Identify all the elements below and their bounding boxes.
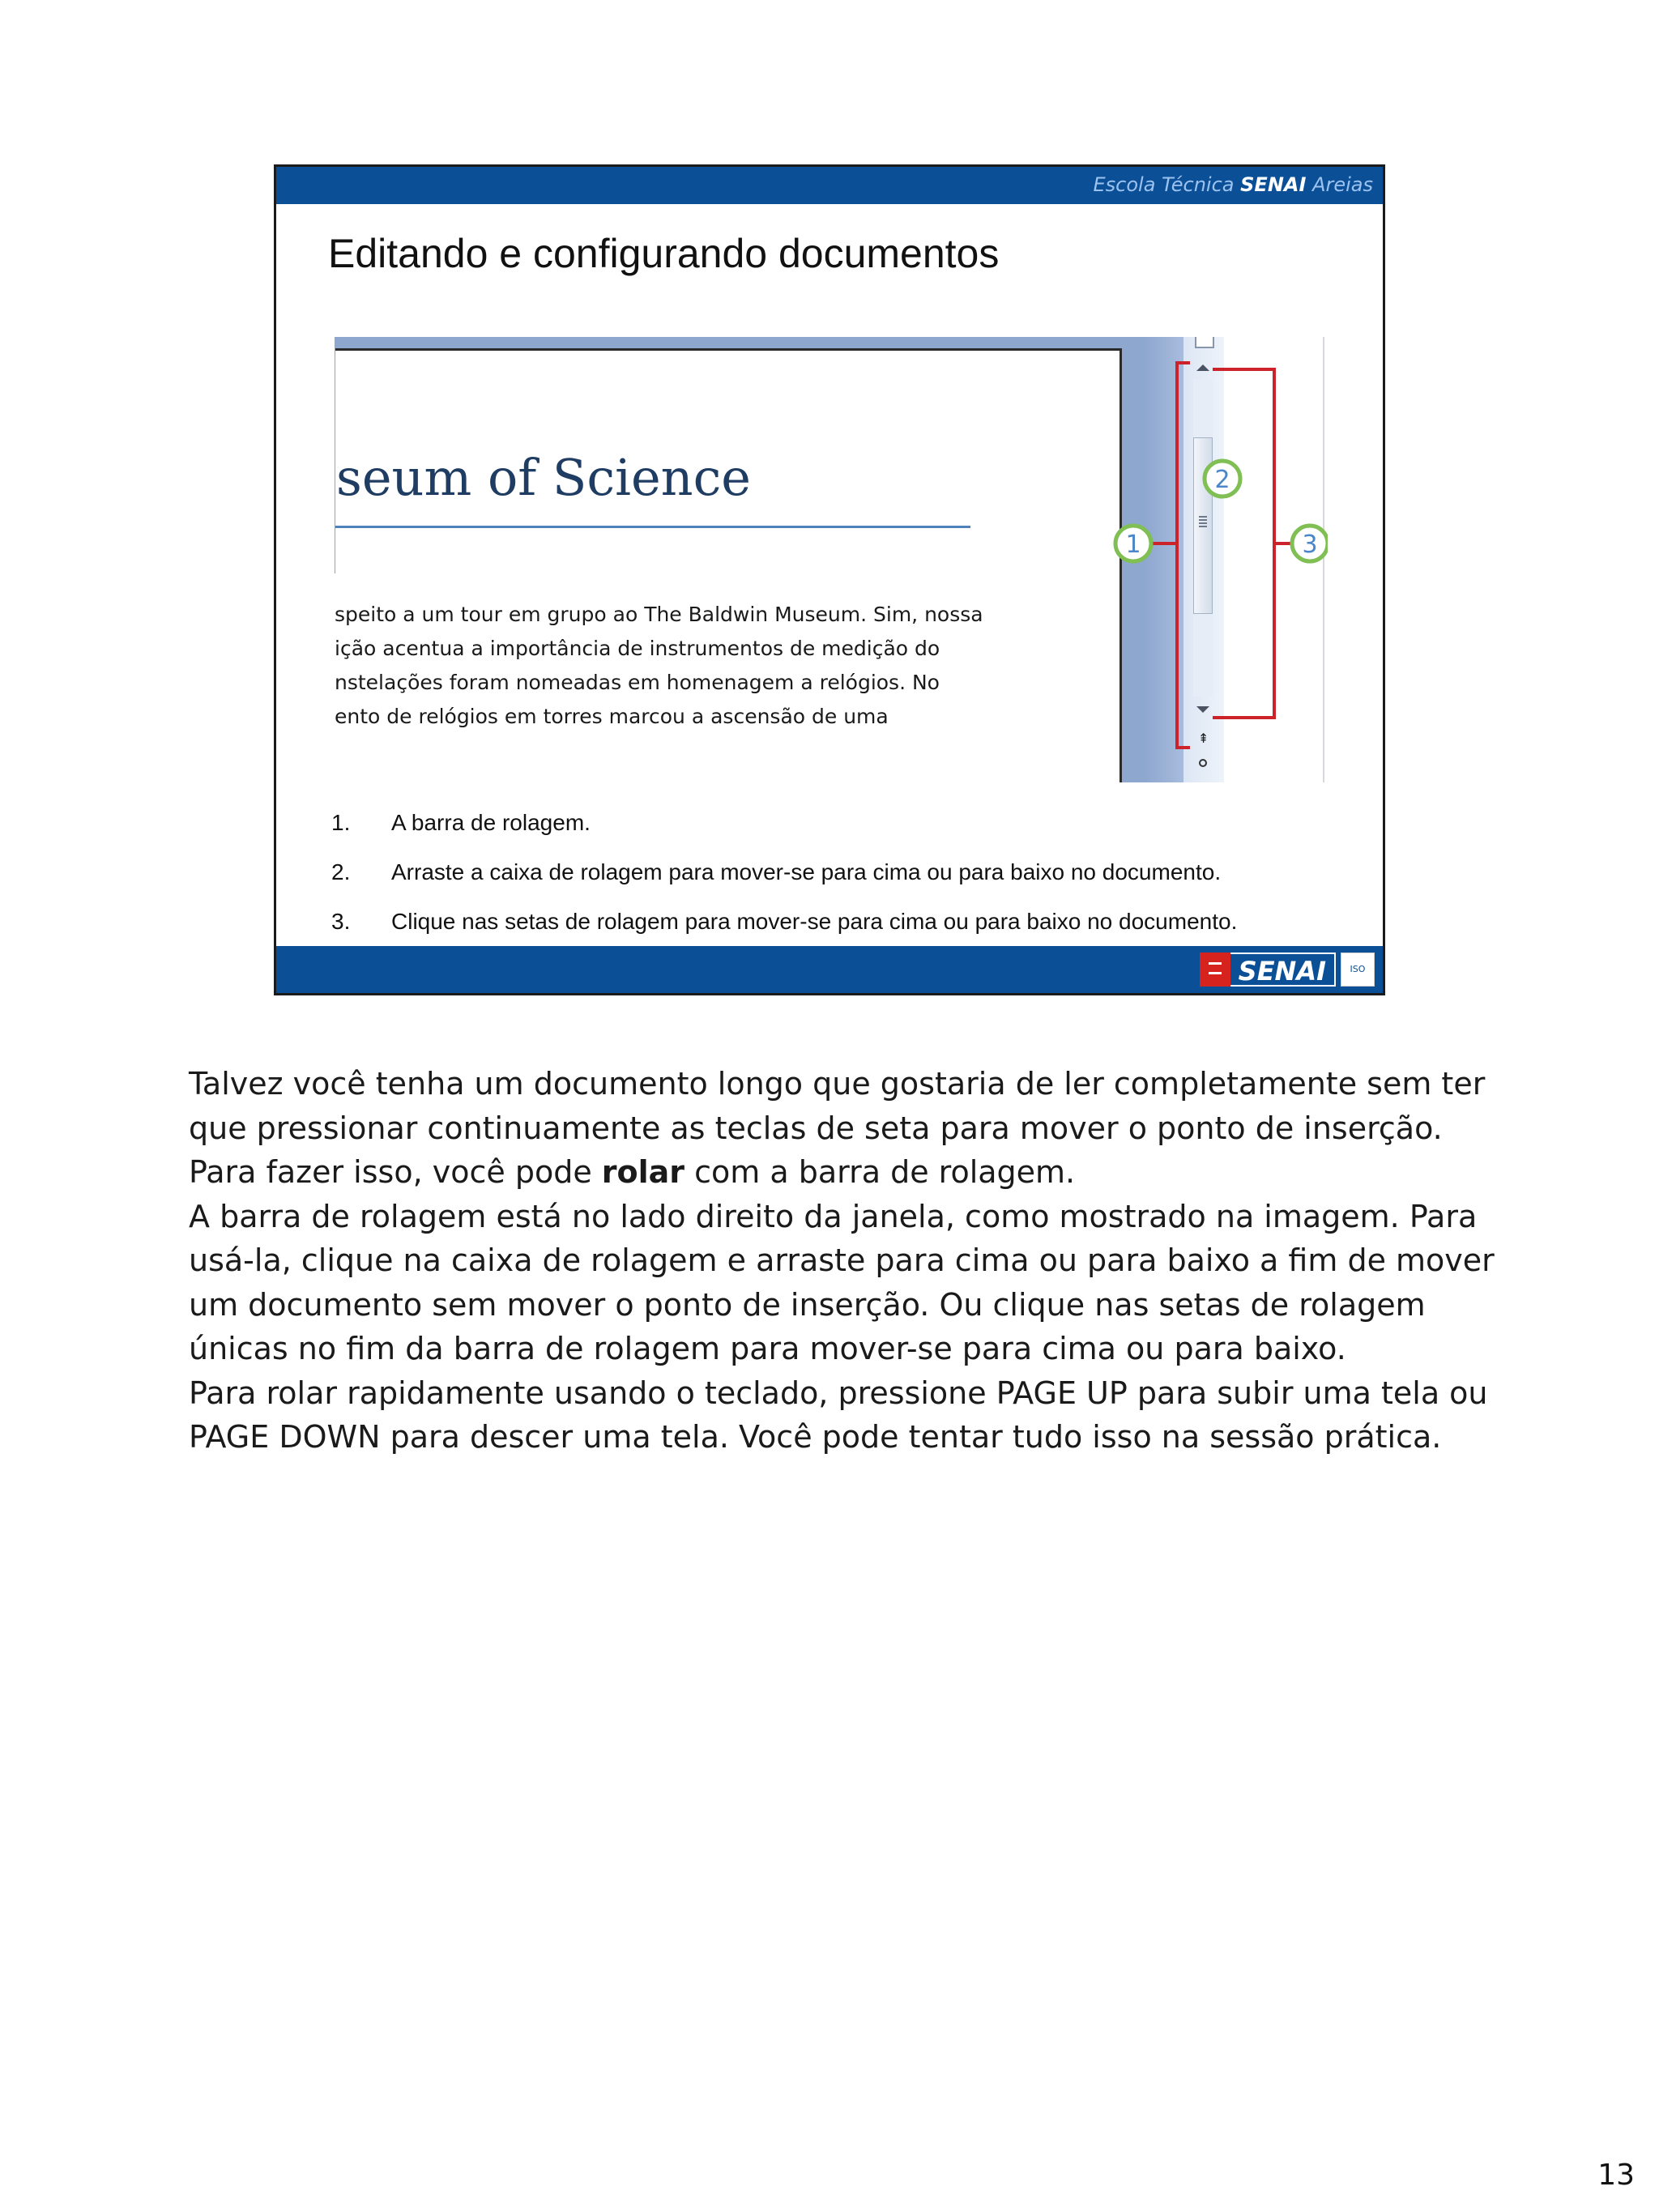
notes-text: Talvez você tenha um documento longo que gostaria de ler completamente sem ter que pressionar continuamente as teclas de seta para mover o ponto de inserção. Para fazer isso, você pode xyxy=(189,1066,1486,1190)
senai-emblem-icon xyxy=(1200,953,1230,987)
callout-annotations xyxy=(335,337,1328,782)
callout-1-bracket xyxy=(1153,363,1190,748)
notes-paragraph-3: Para rolar rapidamente usando o teclado, pressione PAGE UP para subir uma tela ou PAGE DOWN para descer uma tela. Você pode tentar tudo isso na sessão prática. xyxy=(189,1375,1488,1455)
notes-paragraph-1 xyxy=(189,1062,1501,1195)
callout-2-label: 2 xyxy=(1214,466,1230,494)
school-suffix: Areias xyxy=(1312,173,1373,196)
list-item-text: Arraste a caixa de rolagem para mover-se para cima ou para baixo no documento. xyxy=(391,859,1222,884)
document-line: nstelações foram nomeadas em homenagem a relógios. No xyxy=(335,671,940,694)
slide-title: Editando e configurando documentos xyxy=(328,231,1000,276)
callout-3-label: 3 xyxy=(1302,531,1318,559)
notes-bold-term: rolar xyxy=(601,1154,685,1190)
slide xyxy=(274,164,1385,995)
document-line: ento de relógios em torres marcou a ascensão de uma xyxy=(335,705,889,728)
notes-text: com a barra de rolagem. xyxy=(684,1154,1076,1190)
list-item-number: 2. xyxy=(331,859,351,884)
list-item-text: A barra de rolagem. xyxy=(391,810,591,835)
list-item xyxy=(331,807,1352,856)
slide-footer-bar xyxy=(276,946,1383,993)
school-brand: SENAI xyxy=(1240,173,1307,196)
previous-page-icon[interactable]: ⇞ xyxy=(1198,731,1209,746)
list-item-number: 3. xyxy=(331,909,351,934)
document-line: ição acentua a importância de instrumentos de medição do xyxy=(335,637,940,660)
senai-logo xyxy=(1200,953,1375,987)
document-screenshot xyxy=(335,337,1328,782)
callout-1-label: 1 xyxy=(1125,531,1141,559)
document-line: speito a um tour em grupo ao The Baldwin Museum. Sim, nossa xyxy=(335,603,983,626)
slide-header-bar xyxy=(276,167,1383,204)
school-label xyxy=(1094,173,1374,196)
list-item xyxy=(331,856,1352,906)
iso-badge: ISO xyxy=(1341,953,1375,987)
page-number: 13 xyxy=(1597,2159,1635,2192)
notes-paragraph-2: A barra de rolagem está no lado direito da janela, como mostrado na imagem. Para usá-la, clique na caixa de rolagem e arraste para cima ou para baixo a fim de mover um documento sem mover o ponto de inserção. Ou clique nas setas de rolagem únicas no fim da barra de rolagem para mover-se para cima ou para baixo. xyxy=(189,1198,1495,1366)
document-heading: seum of Science xyxy=(336,448,751,507)
slide-numbered-list xyxy=(331,807,1352,955)
list-item-number: 1. xyxy=(331,810,351,835)
school-prefix: Escola Técnica xyxy=(1093,173,1235,196)
callout-3-bracket xyxy=(1213,369,1290,718)
list-item-text: Clique nas setas de rolagem para mover-se para cima ou para baixo no documento. xyxy=(391,909,1238,934)
speaker-notes xyxy=(189,1062,1501,1460)
senai-logo-text: SENAI xyxy=(1230,953,1336,987)
